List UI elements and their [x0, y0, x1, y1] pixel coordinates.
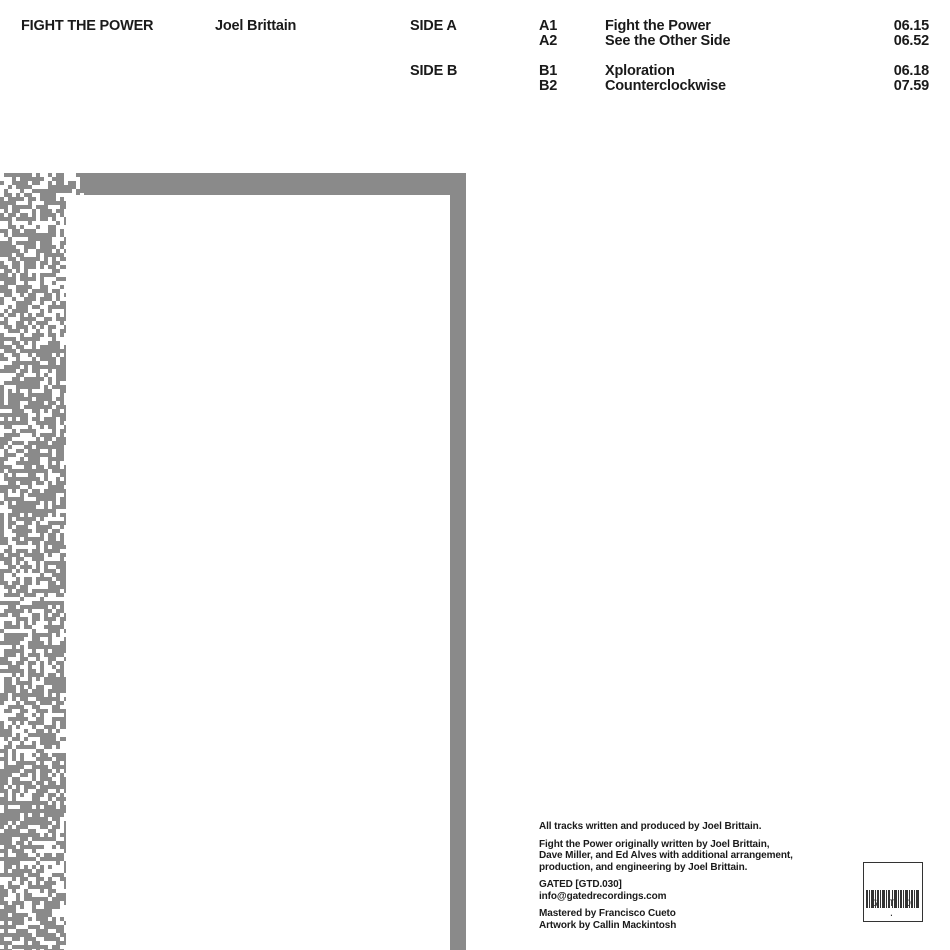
- credits-block: [539, 821, 839, 937]
- side-b-label: SIDE B: [410, 63, 458, 79]
- album-title: FIGHT THE POWER: [21, 18, 154, 34]
- track-duration: 06.18: [893, 63, 929, 79]
- track-row: [0, 79, 950, 94]
- artwork-noise-texture: [0, 173, 466, 950]
- track-duration: 06.52: [893, 33, 929, 49]
- track-title: Counterclockwise: [605, 78, 726, 94]
- artist-name: Joel Brittain: [215, 18, 297, 34]
- cover-artwork: [0, 173, 466, 950]
- side-a-label: SIDE A: [410, 18, 457, 34]
- track-position: A2: [539, 33, 558, 49]
- track-position: B2: [539, 78, 558, 94]
- track-row: [0, 19, 950, 34]
- track-position: B1: [539, 63, 558, 79]
- credits-line: Fight the Power originally written by Joel Brittain, Dave Miller, and Ed Alves with additional arrangement, production, and engineering by Joel Brittain.: [539, 838, 793, 873]
- logo-text: G T D .: [871, 899, 915, 919]
- track-row: [0, 34, 950, 49]
- label-logo: [863, 862, 923, 922]
- track-duration: 06.15: [893, 18, 929, 34]
- track-row: [0, 64, 950, 79]
- credits-line: Mastered by Francisco Cueto Artwork by Callin Mackintosh: [539, 908, 677, 931]
- credits-line: All tracks written and produced by Joel Brittain.: [539, 821, 762, 832]
- track-title: See the Other Side: [605, 33, 731, 49]
- track-title: Fight the Power: [605, 18, 711, 34]
- track-title: Xploration: [605, 63, 675, 79]
- track-position: A1: [539, 18, 558, 34]
- label-contact: GATED [GTD.030] info@gatedrecordings.com: [539, 879, 667, 902]
- track-duration: 07.59: [893, 78, 929, 94]
